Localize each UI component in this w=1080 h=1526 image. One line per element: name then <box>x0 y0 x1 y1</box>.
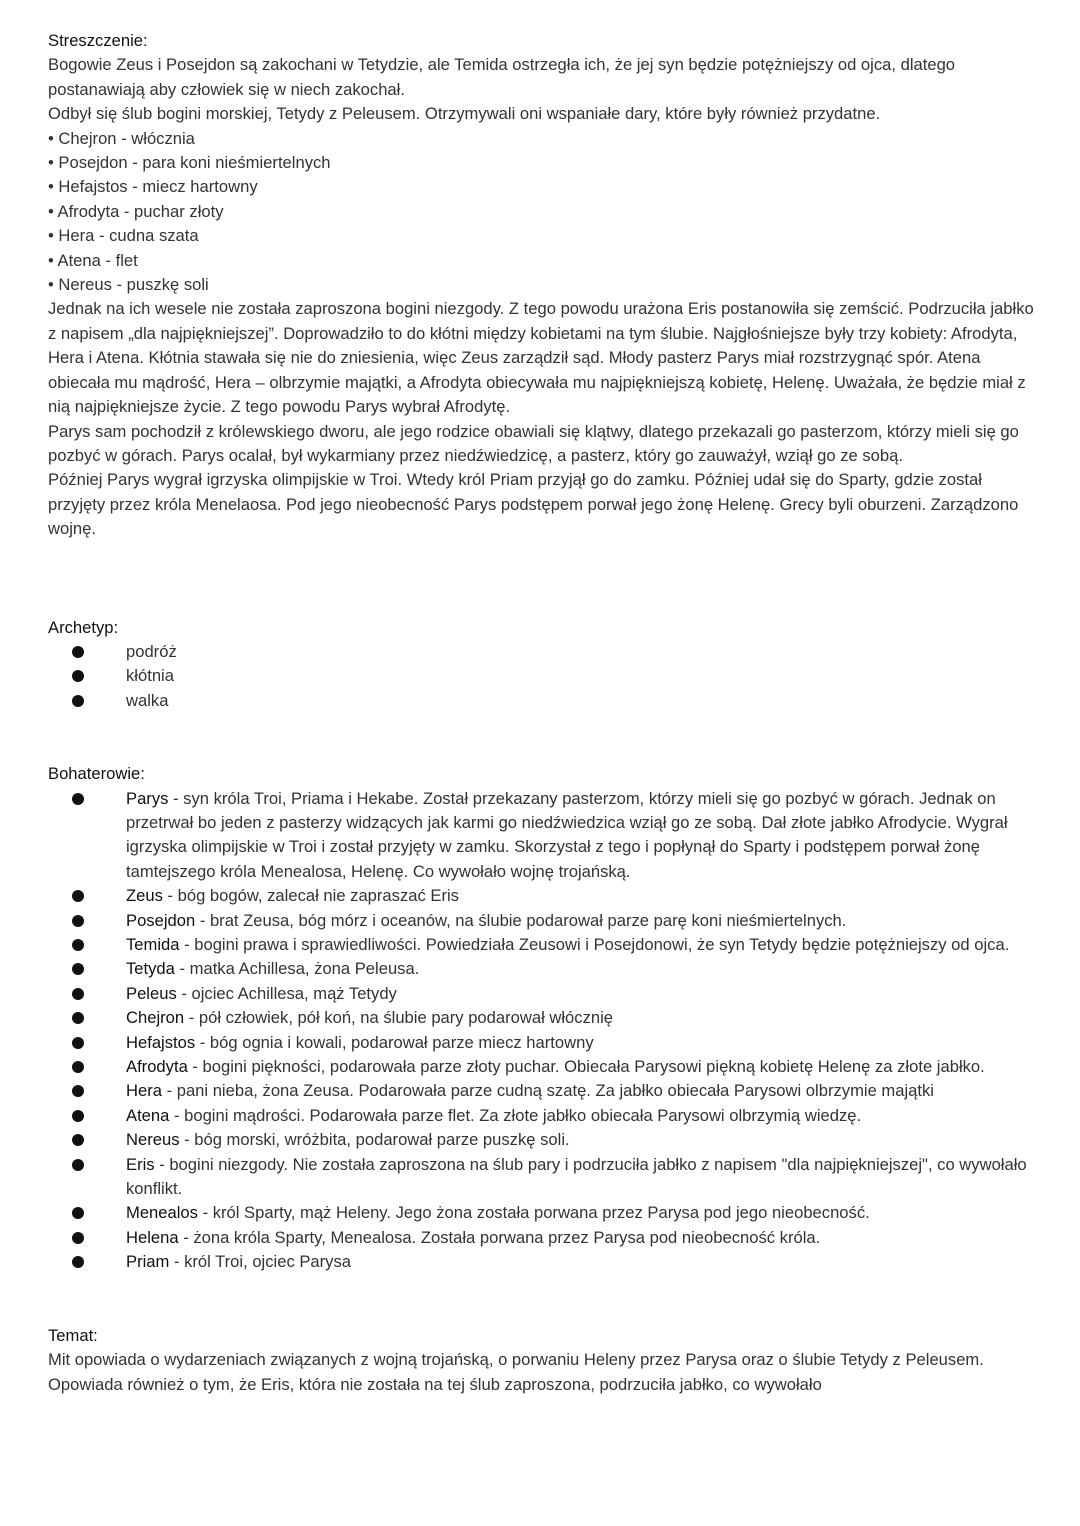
theme-heading: Temat: <box>48 1325 98 1345</box>
list-item <box>48 664 1038 688</box>
hero-name: Posejdon <box>126 910 196 930</box>
bullet-icon <box>72 1012 84 1024</box>
hero-item <box>48 933 1038 957</box>
list-item <box>48 640 1038 664</box>
hero-description: - ojciec Achillesa, mąż Tetydy <box>176 983 397 1003</box>
hero-description: - bóg bogów, zalecał nie zapraszać Eris <box>162 886 459 906</box>
hero-name: Chejron <box>126 1008 185 1028</box>
bullet-icon <box>72 915 84 927</box>
hero-name: Menealos <box>126 1203 198 1223</box>
list-item: • Hefajstos - miecz hartowny <box>48 177 258 197</box>
summary-paragraph-2: Odbył się ślub bogini morskiej, Tetydy z Peleusem. Otrzymywali oni wspaniałe dary, które były również przydatne. <box>48 104 881 124</box>
hero-item <box>48 787 1038 885</box>
hero-name: Zeus <box>126 886 163 906</box>
hero-description: - bóg morski, wróżbita, podarował parze puszkę soli. <box>179 1130 570 1150</box>
hero-item <box>48 909 1038 933</box>
summary-heading: Streszczenie: <box>48 31 148 50</box>
list-item <box>48 689 1038 713</box>
bullet-icon <box>72 1159 84 1171</box>
hero-item <box>48 1006 1038 1030</box>
archetype-item: podróż <box>126 641 177 661</box>
hero-name: Nereus <box>126 1130 180 1150</box>
hero-item <box>48 1250 1038 1274</box>
heroes-heading: Bohaterowie: <box>48 764 145 784</box>
bullet-icon <box>72 1085 84 1097</box>
hero-description: - bóg ognia i kowali, podarował parze miecz hartowny <box>195 1032 594 1052</box>
list-item: • Afrodyta - puchar złoty <box>48 201 224 221</box>
hero-item <box>48 1055 1038 1079</box>
hero-name: Hefajstos <box>126 1032 196 1052</box>
bullet-icon <box>72 646 84 658</box>
hero-item <box>48 1031 1038 1055</box>
hero-description: - matka Achillesa, żona Peleusa. <box>174 959 420 979</box>
bullet-icon <box>72 1232 84 1244</box>
hero-name: Atena <box>126 1105 170 1125</box>
gifts-list <box>48 127 1038 298</box>
hero-item <box>48 1104 1038 1128</box>
bullet-icon <box>72 670 84 682</box>
hero-name: Priam <box>126 1252 170 1272</box>
hero-description: - bogini niezgody. Nie została zaproszona na ślub pary i podrzuciła jabłko z napisem "dla najpiękniejszej", co wywołało konflikt. <box>126 1154 1027 1199</box>
bullet-icon <box>72 988 84 1000</box>
hero-name: Temida <box>126 935 180 954</box>
hero-item <box>48 982 1038 1006</box>
hero-description: - pół człowiek, pół koń, na ślubie pary podarował włócznię <box>184 1008 614 1028</box>
summary-paragraph-4: Parys sam pochodził z królewskiego dworu, ale jego rodzice obawiali się klątwy, dlatego przekazali go pasterzom, którzy mieli się go pozbyć w górach. Parys ocalał, był wykarmiany przez niedźwiedzicę, a pasterz, który go zauważył, wziął go ze sobą. <box>48 421 1019 465</box>
hero-name: Eris <box>126 1154 155 1174</box>
bullet-icon <box>72 1207 84 1219</box>
bullet-icon <box>72 890 84 902</box>
hero-description: - bogini piękności, podarowała parze złoty puchar. Obiecała Parysowi piękną kobietę Helenę za złote jabłko. <box>187 1057 985 1077</box>
list-item: • Hera - cudna szata <box>48 226 199 246</box>
hero-description: - żona króla Sparty, Menealosa. Została porwana przez Parysa pod nieobecność króla. <box>178 1227 821 1247</box>
hero-description: - król Troi, ojciec Parysa <box>169 1252 351 1272</box>
bullet-icon <box>72 1134 84 1146</box>
hero-description: - pani nieba, żona Zeusa. Podarowała parze cudną szatę. Za jabłko obiecała Parysowi olbrzymie majątki <box>161 1081 934 1101</box>
document-page <box>48 29 1038 1397</box>
hero-description: - bogini prawa i sprawiedliwości. Powiedziała Zeusowi i Posejdonowi, że syn Tetydy będzie potężniejszy od ojca. <box>179 935 1010 954</box>
archetype-item: kłótnia <box>126 666 174 686</box>
bullet-icon <box>72 793 84 805</box>
bullet-icon <box>72 1110 84 1122</box>
hero-name: Hera <box>126 1081 162 1101</box>
summary-paragraph-1: Bogowie Zeus i Posejdon są zakochani w Tetydzie, ale Temida ostrzegła ich, że jej syn będzie potężniejszy od ojca, dlatego postanawiają aby człowiek się w niech zakochał. <box>48 55 956 99</box>
hero-item <box>48 884 1038 908</box>
bullet-icon <box>72 939 84 951</box>
hero-description: - brat Zeusa, bóg mórz i oceanów, na ślubie podarował parze parę koni nieśmiertelnych. <box>195 910 847 930</box>
list-item: • Chejron - włócznia <box>48 128 195 148</box>
bullet-icon <box>72 695 84 707</box>
archetype-heading: Archetyp: <box>48 617 119 637</box>
summary-paragraph-5: Później Parys wygrał igrzyska olimpijskie w Troi. Wtedy król Priam przyjął go do zamku. Później udał się do Sparty, gdzie został przyjęty przez króla Menelaosa. Pod jego nieobecność Parys podstępem porwał jego żonę Helenę. Grecy byli oburzeni. Zarządzono wojnę. <box>48 470 1019 539</box>
hero-item <box>48 957 1038 981</box>
bullet-icon <box>72 963 84 975</box>
hero-item <box>48 1226 1038 1250</box>
list-item: • Posejdon - para koni nieśmiertelnych <box>48 153 331 173</box>
hero-item <box>48 1201 1038 1225</box>
hero-name: Helena <box>126 1227 179 1247</box>
bullet-icon <box>72 1256 84 1268</box>
hero-description: - bogini mądrości. Podarowała parze flet. Za złote jabłko obiecała Parysowi olbrzymią wiedzę. <box>169 1105 862 1125</box>
archetype-item: walka <box>126 690 169 710</box>
list-item: • Atena - flet <box>48 250 138 270</box>
hero-name: Afrodyta <box>126 1057 188 1077</box>
hero-item <box>48 1153 1038 1202</box>
summary-paragraph-3: Jednak na ich wesele nie została zaproszona bogini niezgody. Z tego powodu urażona Eris postanowiła się zemścić. Podrzuciła jabłko z napisem „dla najpiękniejszej”. Doprowadziło to do kłótni między kobietami na tym ślubie. Najgłośniejsze były trzy kobiety: Afrodyta, Hera i Atena. Kłótnia stawała się nie do zniesienia, więc Zeus zarządził sąd. Młody pasterz Parys miał rozstrzygnąć spór. Atena obiecała mu mądrość, Hera – olbrzymie majątki, a Afrodyta obiecywała mu najpiękniejszą kobietę, Helenę. Uważała, że będzie miał z nią najpiękniejsze życie. Z tego powodu Parys wybrał Afrodytę. <box>48 299 1034 417</box>
archetype-list <box>48 640 1038 713</box>
bullet-icon <box>72 1037 84 1049</box>
hero-description: - król Sparty, mąż Heleny. Jego żona została porwana przez Parysa pod jego nieobecność. <box>197 1203 870 1223</box>
hero-item <box>48 1079 1038 1103</box>
hero-name: Parys <box>126 788 169 808</box>
hero-description: - syn króla Troi, Priama i Hekabe. Został przekazany pasterzom, którzy mieli się go pozbyć w górach. Jednak on przetrwał bo jeden z pasterzy widzących jak karmi go niedźwiedzica wziął go ze sobą. Dał złote jabłko Afrodycie. Wygrał igrzyska olimpijskie w Troi i został przyjęty w zamku. Skorzystał z tego i popłynął do Sparty i podstępem porwał żonę tamtejszego króla Menealosa, Helenę. Co wywołało wojnę trojańską. <box>126 788 1008 881</box>
list-item: • Nereus - puszkę soli <box>48 275 209 295</box>
bullet-icon <box>72 1061 84 1073</box>
hero-name: Peleus <box>126 983 177 1003</box>
heroes-list <box>48 787 1038 1275</box>
theme-paragraph: Mit opowiada o wydarzeniach związanych z wojną trojańską, o porwaniu Heleny przez Parysa oraz o ślubie Tetydy z Peleusem. Opowiada również o tym, że Eris, która nie została na tej ślub zaproszona, podrzuciła jabłko, co wywołało <box>48 1350 984 1394</box>
hero-item <box>48 1128 1038 1152</box>
hero-name: Tetyda <box>126 959 175 979</box>
